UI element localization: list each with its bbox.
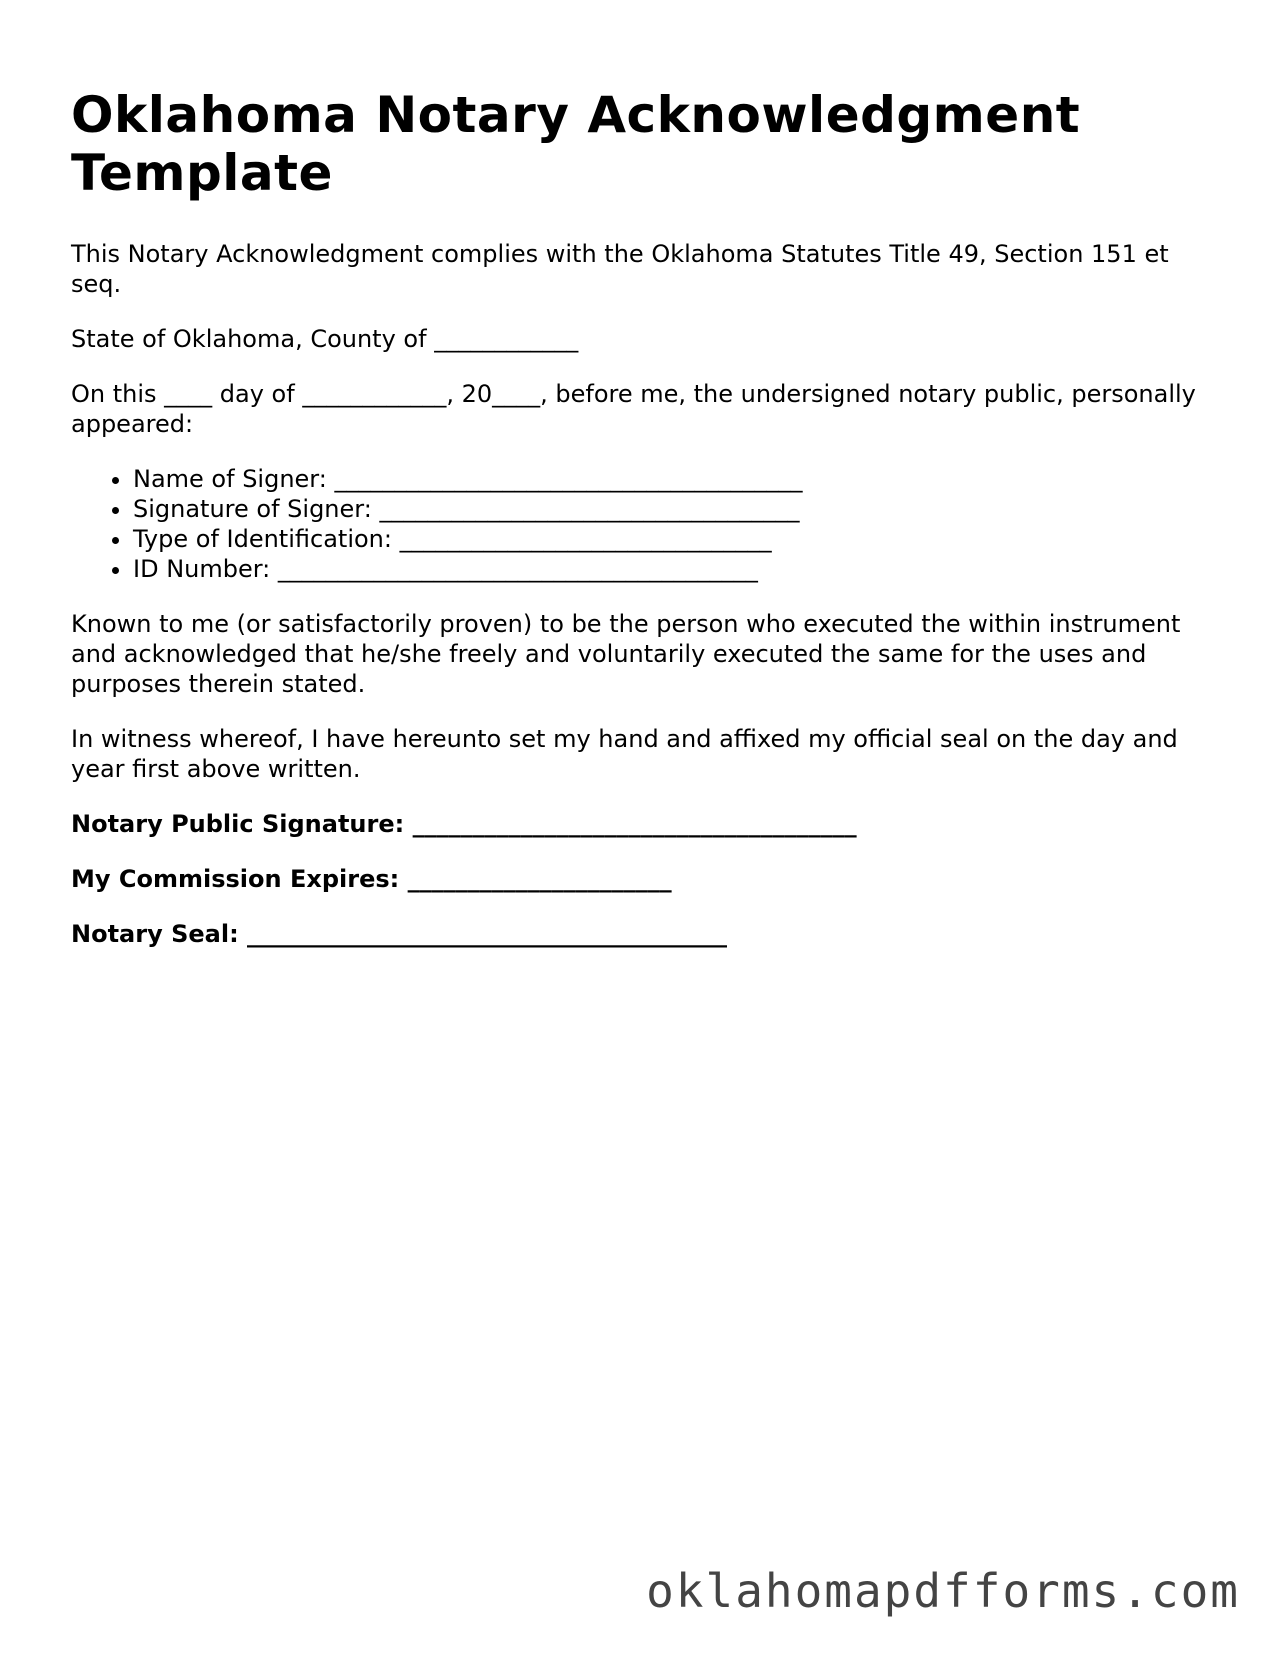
notary-signature-line [71, 809, 1221, 839]
signer-signature-field: • Signature of Signer: ___________________________________ [133, 494, 1221, 524]
notary-seal-blank: ________________________________________ [247, 920, 728, 948]
notary-seal-label: Notary Seal: [71, 920, 239, 948]
witness-paragraph: In witness whereof, I have hereunto set my hand and affixed my official seal on the day and year first above written. [71, 725, 1178, 783]
document-title: Oklahoma Notary Acknowledgment Template [71, 86, 1081, 202]
document-page [71, 86, 1221, 949]
intro-paragraph: This Notary Acknowledgment complies with the Oklahoma Statutes Title 49, Section 151 et seq. [71, 240, 1169, 298]
identification-type-field: • Type of Identification: _______________________________ [133, 524, 1221, 554]
commission-expires-blank: ______________________ [407, 865, 672, 893]
signer-fields-list [71, 464, 1221, 584]
notary-signature-blank: _____________________________________ [412, 810, 857, 838]
date-line: On this ____ day of ____________, 20____, before me, the undersigned notary public, personally appeared: [71, 380, 1196, 438]
commission-expires-line [71, 864, 1221, 894]
known-paragraph: Known to me (or satisfactorily proven) to be the person who executed the within instrument and acknowledged that he/she freely and voluntarily executed the same for the uses and purposes therein stated. [71, 610, 1181, 698]
county-line: State of Oklahoma, County of ____________ [71, 325, 579, 353]
notary-seal-line [71, 919, 1221, 949]
signer-name-field: • Name of Signer: _______________________________________ [133, 464, 1221, 494]
notary-signature-label: Notary Public Signature: [71, 810, 405, 838]
commission-expires-label: My Commission Expires: [71, 865, 400, 893]
id-number-field: • ID Number: ________________________________________ [133, 554, 1221, 584]
site-watermark: oklahomapdfforms.com [646, 1564, 1240, 1618]
